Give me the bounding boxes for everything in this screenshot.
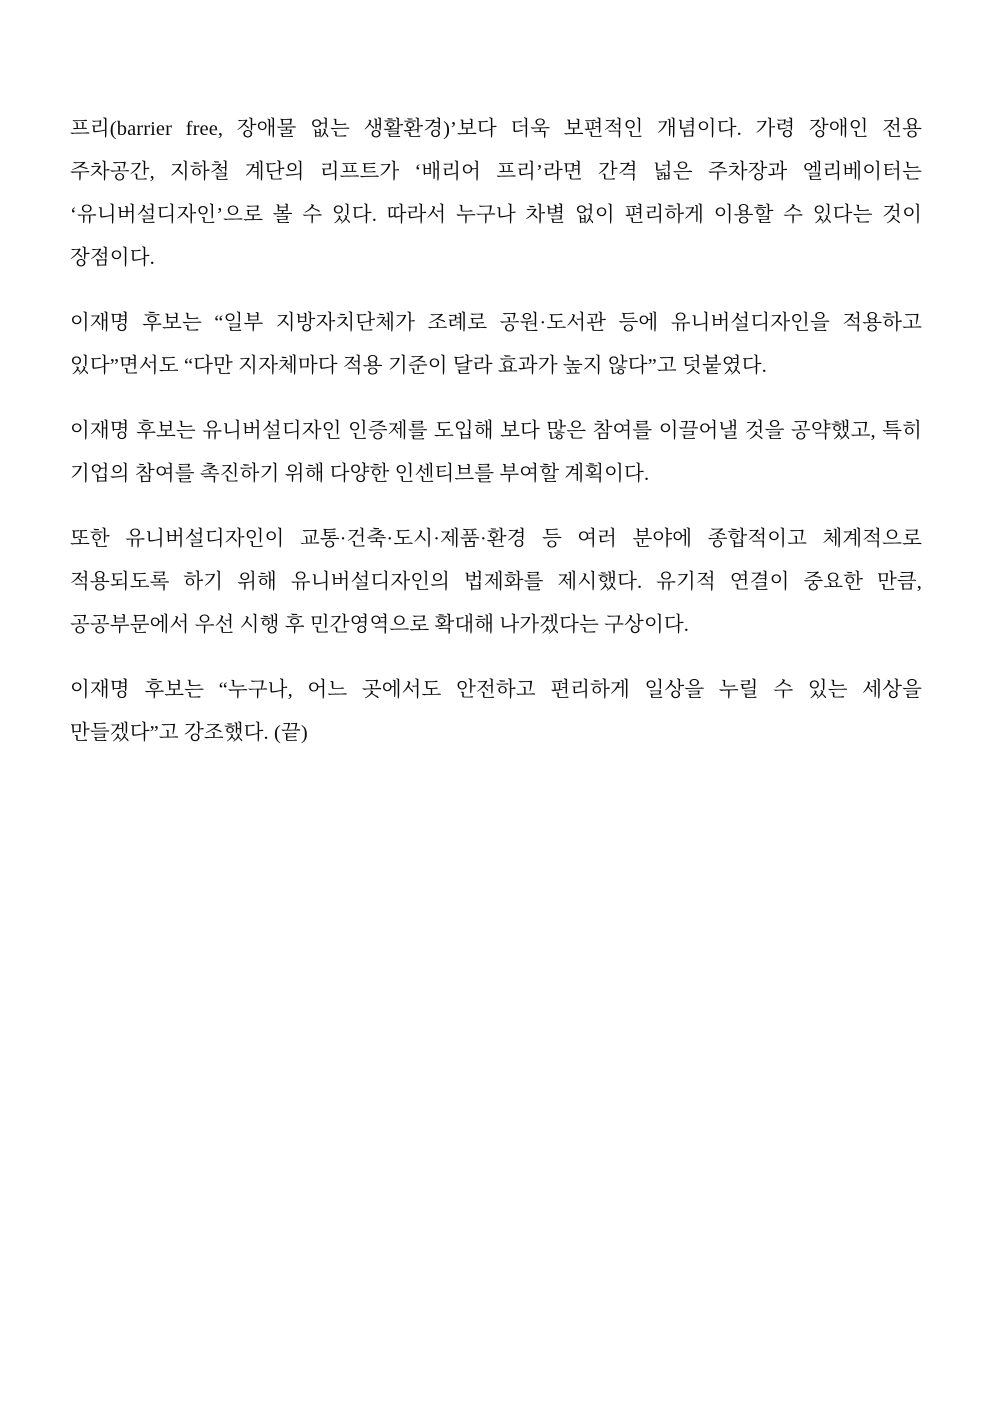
paragraph-3: 이재명 후보는 유니버설디자인 인증제를 도입해 보다 많은 참여를 이끌어낼 것을 공약했고, 특히 기업의 참여를 촉진하기 위해 다양한 인센티브를 부여할 계획이다.: [70, 420, 922, 485]
paragraph-4: 또한 유니버설디자인이 교통·건축·도시·제품·환경 등 여러 분야에 종합적이고 체계적으로 적용되도록 하기 위해 유니버설디자인의 법제화를 제시했다. 유기적 연결이 중요한 만큼, 공공부문에서 우선 시행 후 민간영역으로 확대해 나가겠다는 구상이다.: [70, 528, 922, 636]
paragraph-1: 프리(barrier free, 장애물 없는 생활환경)’보다 더욱 보편적인 개념이다. 가령 장애인 전용 주차공간, 지하철 계단의 리프트가 ‘배리어 프리’라면 간격 넓은 주차장과 엘리베이터는 ‘유니버설디자인’으로 볼 수 있다. 따라서 누구나 차별 없이 편리하게 이용할 수 있다는 것이 장점이다.: [70, 118, 922, 269]
document-body: [70, 108, 922, 755]
paragraph-5: 이재명 후보는 “누구나, 어느 곳에서도 안전하고 편리하게 일상을 누릴 수 있는 세상을 만들겠다”고 강조했다. (끝): [70, 679, 922, 744]
paragraph-2: 이재명 후보는 “일부 지방자치단체가 조례로 공원·도서관 등에 유니버설디자인을 적용하고 있다”면서도 “다만 지자체마다 적용 기준이 달라 효과가 높지 않다”고 덧붙였다.: [70, 312, 922, 377]
